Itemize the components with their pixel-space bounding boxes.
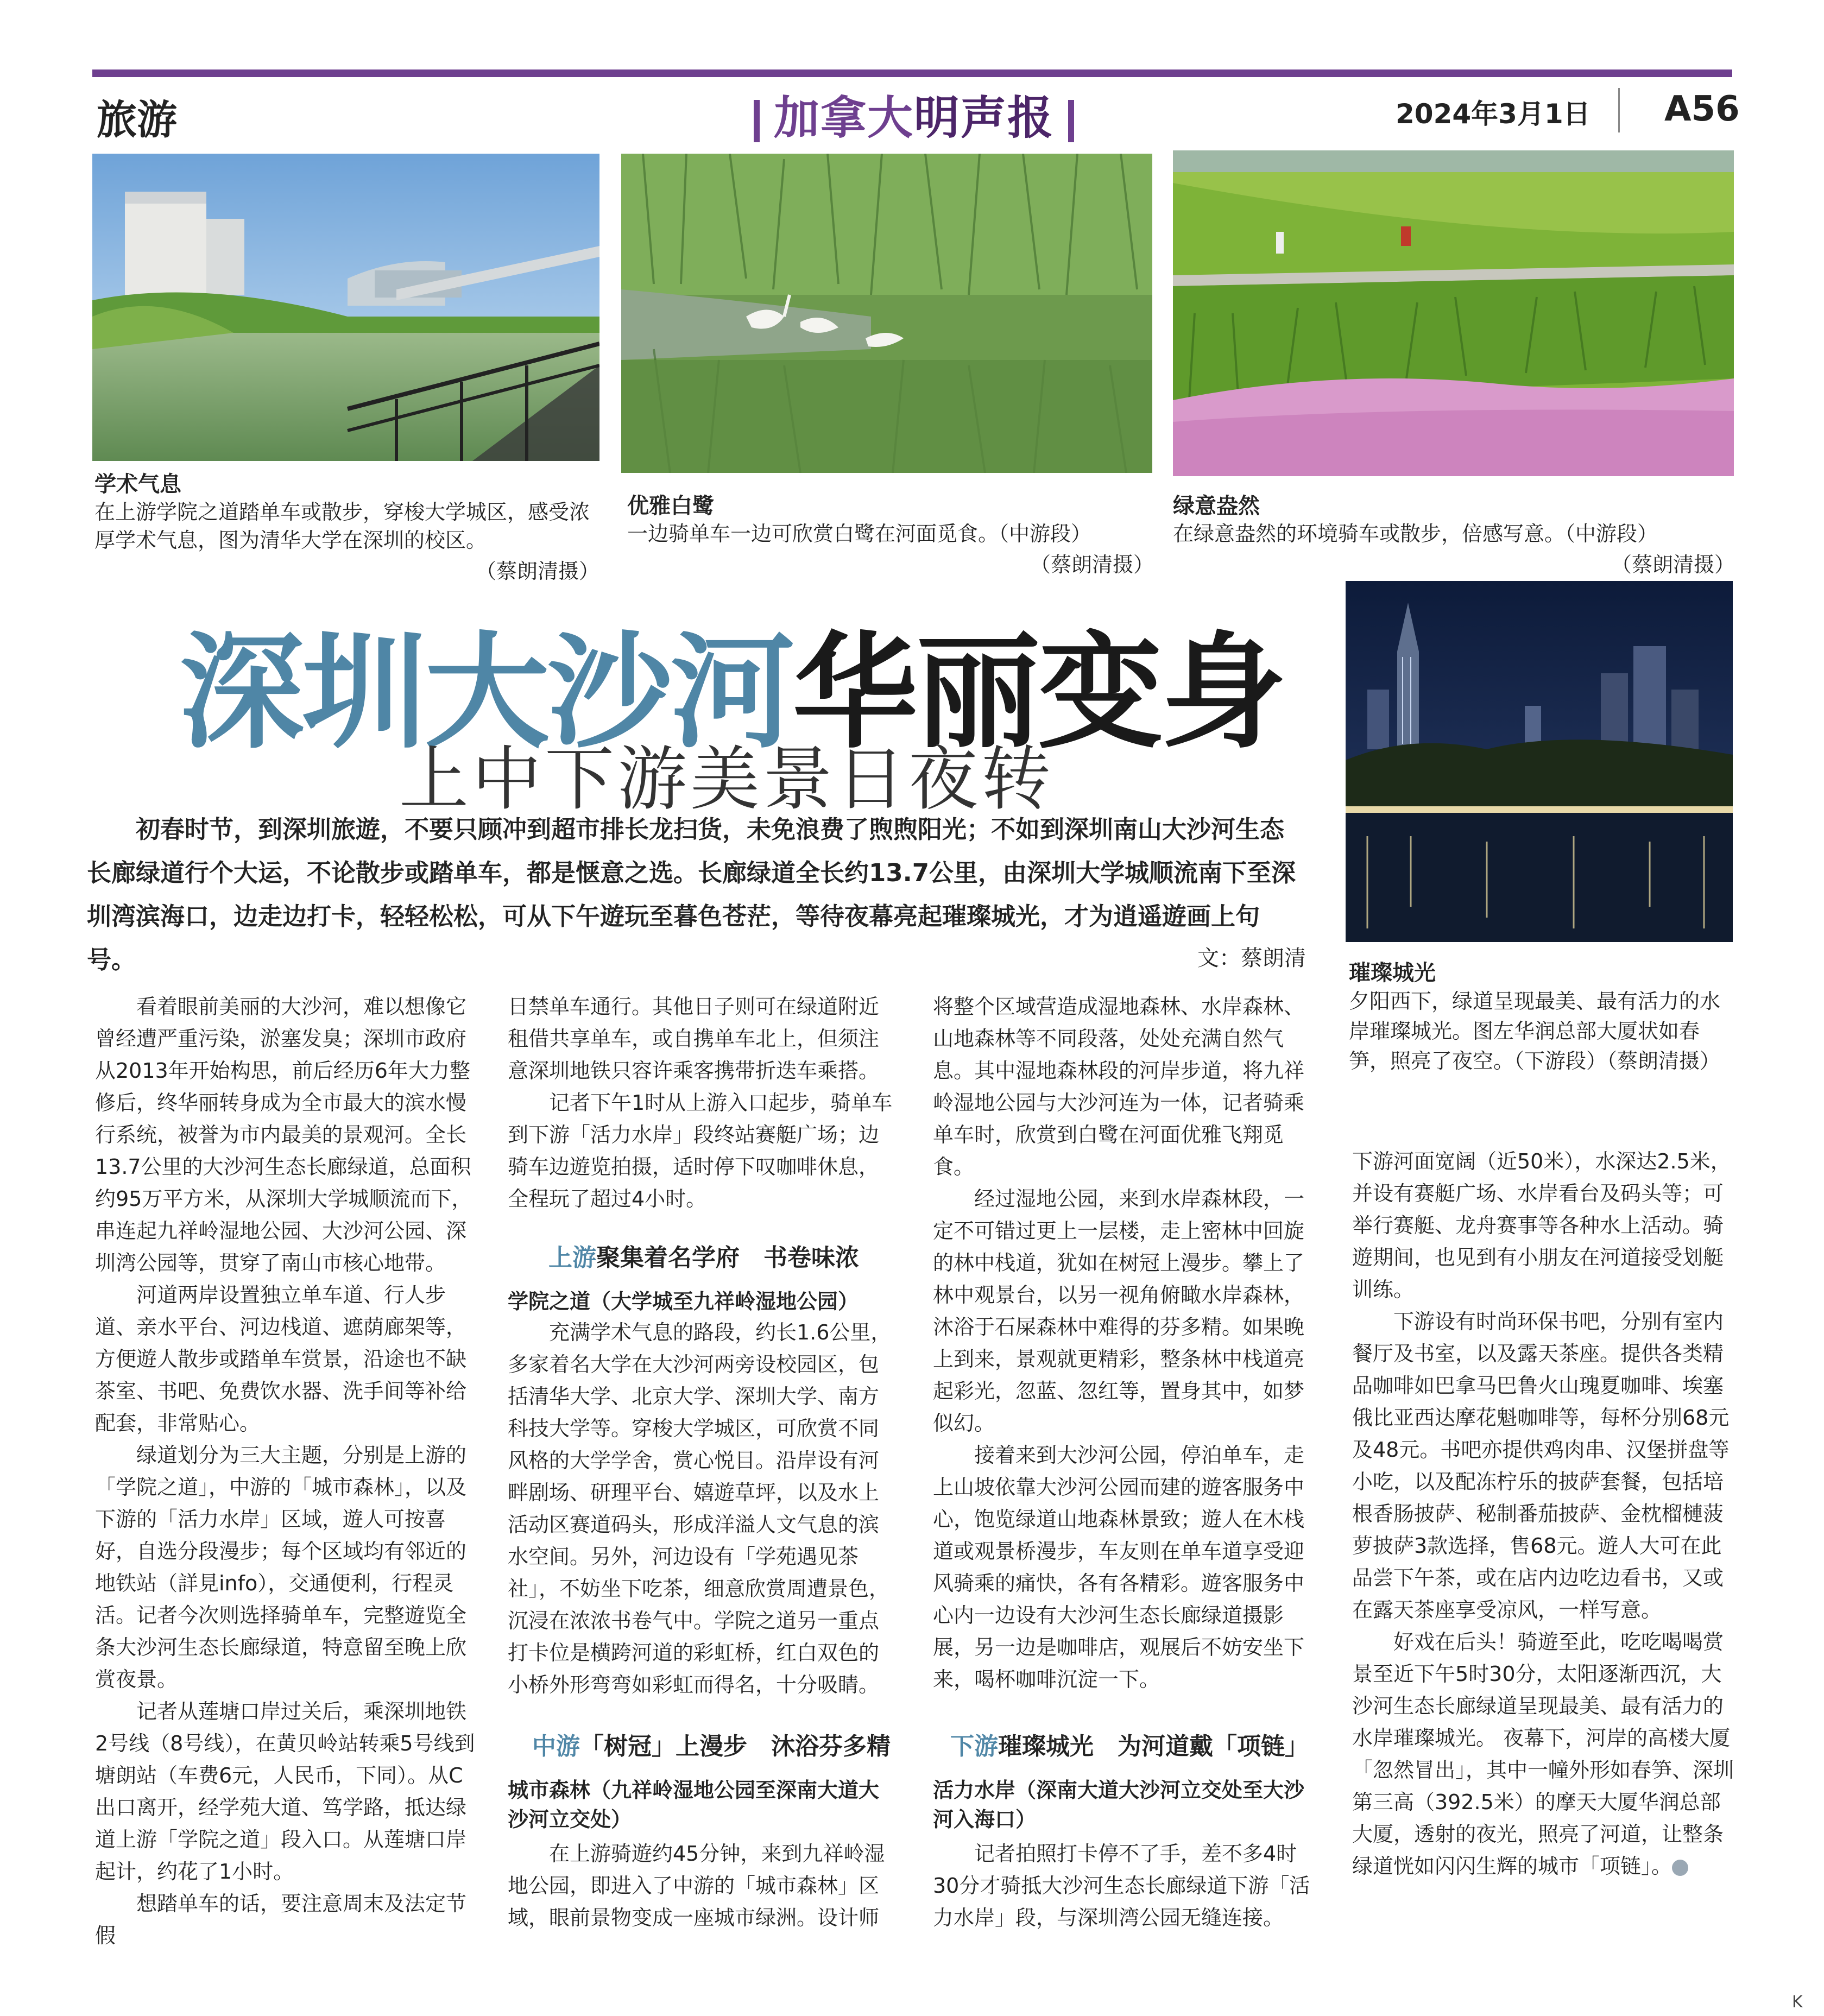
paragraph: 充满学术气息的路段，约长1.6公里，多家着名大学在大沙河两旁设校园区，包括清华大学、北京大学、深圳大学、南方科技大学等。穿梭大学城区，可欣赏不同风格的大学学舍，赏心悦目。沿岸设有河畔剧场、研理平台、嬉遊草坪，以及水上活动区赛道码头，形成洋溢人文气息的滨水空间。另外，河边设有「学苑遇见茶社」，不妨坐下吃茶，细意欣赏周遭景色，沉浸在浓浓书卷气中。学院之道另一重点打卡位是横跨河道的彩虹桥，红白双色的小桥外形弯弯如彩虹而得名，十分吸睛。 (508, 1320, 892, 1697)
masthead-rule (92, 69, 1732, 77)
paragraph: 将整个区域营造成湿地森林、水岸森林、山地森林等不同段落，处处充满自然气息。其中湿地森林段的河岸步道，将九祥岭湿地公园与大沙河连为一体，记者骑乘单车时，欣赏到白鹭在河面优雅飞翔觅食。 (933, 995, 1305, 1179)
paragraph (1352, 1626, 1735, 1882)
byline: 文：蔡朗清 (1197, 946, 1306, 971)
caption-credit: （蔡朗清摄） (1030, 553, 1154, 577)
paragraph: 记者拍照打卡停不了手，差不多4时30分才骑抵大沙河生态长廊绿道下游「活力水岸」段，与深圳湾公园无缝连接。 (933, 1842, 1310, 1930)
body-column-4 (1352, 1146, 1735, 1882)
masthead-right-text: 明声报 (914, 91, 1055, 144)
caption-text: 在绿意盎然的环境骑车或散步，倍感写意。（中游段） (1173, 522, 1658, 546)
photo-night-skyline (1346, 581, 1733, 942)
photo-egrets (621, 154, 1152, 473)
paragraph: 下游河面宽阔（近50米），水深达2.5米，并设有赛艇广场、水岸看台及码头等；可举行赛艇、龙舟赛事等各种水上活动。骑遊期间，也见到有小朋友在河道接受划艇训练。 (1352, 1149, 1731, 1301)
masthead-bar-left (754, 100, 760, 142)
newspaper-masthead (740, 81, 1088, 147)
caption-title: 璀璨城光 (1349, 960, 1436, 985)
section-label: 旅游 (97, 97, 177, 143)
subsection-highlight: 中游 (532, 1733, 580, 1760)
paragraph: 接着来到大沙河公园，停泊单车，走上山坡依靠大沙河公园而建的遊客服务中心，饱览绿道山地森林景致；遊人在木栈道或观景桥漫步，车友则在单车道享受迎风骑乘的痛快，各有各精彩。遊客服务中心内一边设有大沙河生态长廊绿道摄影展，另一边是咖啡店，观展后不妨安坐下来，喝杯咖啡沉淀一下。 (933, 1443, 1305, 1691)
caption-title: 绿意盎然 (1173, 494, 1260, 519)
caption-text: 一边骑单车一边可欣赏白鹭在河面觅食。（中游段） (627, 522, 1092, 546)
body-column-3-lower (933, 1838, 1321, 1934)
caption-night-skyline (1349, 956, 1732, 1076)
paragraph: 经过湿地公园，来到水岸森林段，一定不可错过更上一层楼，走上密林中回旋的林中栈道，犹如在树冠上漫步。攀上了林中观景台，以另一视角俯瞰水岸森林，沐浴于石屎森林中难得的芬多精。如果晚上到来，景观就更精彩，整条林中栈道亮起彩光，忽蓝、忽红等，置身其中，如梦似幻。 (933, 1187, 1305, 1435)
end-mark-icon (1672, 1860, 1688, 1876)
subsection-route: 城市森林（九祥岭湿地公园至深南大道大沙河立交处） (508, 1778, 880, 1831)
paragraph: 河道两岸设置独立单车道、行人步道、亲水平台、河边栈道、遮荫廊架等，方便遊人散步或踏单车赏景，沿途也不缺茶室、书吧、免费饮水器、洗手间等补给配套，非常贴心。 (95, 1283, 467, 1435)
caption-credit: （蔡朗清摄） (1611, 553, 1735, 577)
subsection-heading-upper (548, 1238, 859, 1273)
header-divider (1618, 88, 1620, 132)
subsection-highlight: 上游 (548, 1244, 596, 1272)
body-column-3 (933, 991, 1321, 1696)
subheadline: 上中下游美景日夜转 (399, 739, 1055, 820)
caption-text: 夕阳西下，绿道呈现最美、最有活力的水岸璀璨城光。图左华润总部大厦状如春笋，照亮了夜空。（下游段）（蔡朗清摄） (1349, 989, 1721, 1073)
masthead-left-text: 加拿大 (774, 91, 914, 144)
subsection-route: 活力水岸（深南大道大沙河立交处至大沙河入海口） (933, 1778, 1305, 1831)
caption-title: 优雅白鹭 (627, 494, 714, 519)
caption-egrets (627, 489, 1154, 578)
caption-greenery (1173, 489, 1735, 578)
headline-part1: 深圳大沙河 (179, 619, 793, 766)
photo-greenery (1173, 150, 1734, 476)
paragraph: 在上游骑遊约45分钟，来到九祥岭湿地公园，即进入了中游的「城市森林」区域，眼前景物变成一座城市绿洲。设计师 (508, 1842, 885, 1930)
body-column-2-middle (508, 1838, 896, 1934)
paragraph: 记者从莲塘口岸过关后，乘深圳地铁2号线（8号线），在黄贝岭站转乘5号线到塘朗站（车费6元，人民币，下同）。从C出口离开，经学苑大道、笃学路，抵达绿道上游「学院之道」段入口。从莲塘口岸起计，约花了1小时。 (95, 1699, 475, 1884)
subsection-title: 璀璨城光 为河道戴「项链」 (998, 1733, 1309, 1760)
paragraph: 记者下午1时从上游入口起步，骑单车到下游「活力水岸」段终站赛艇广场；边骑车边遊览拍摄，适时停下叹咖啡休息，全程玩了超过4小时。 (508, 1091, 893, 1211)
subsection-highlight: 下游 (950, 1733, 998, 1760)
issue-date: 2024年3月1日 (1396, 98, 1591, 130)
subsection-heading-middle (532, 1727, 891, 1761)
lead-paragraph: 初春时节，到深圳旅遊，不要只顾冲到超市排长龙扫货，未免浪费了煦煦阳光；不如到深圳南山大沙河生态长廊绿道行个大运，不论散步或踏单车，都是惬意之选。长廊绿道全长约13.7公里，由深圳大学城顺流南下至深圳湾滨海口，边走边打卡，轻轻松松，可从下午遊玩至暮色苍茫，等待夜幕亮起璀璨城光，才为逍遥遊画上句号。 (87, 815, 1296, 974)
paragraph: 下游设有时尚环保书吧，分别有室内餐厅及书室，以及露天茶座。提供各类精品咖啡如巴拿马巴鲁火山瑰夏咖啡、埃塞俄比亚西达摩花魁咖啡等，每杯分别68元及48元。书吧亦提供鸡肉串、汉堡拼盘等小吃，以及配冻柠乐的披萨套餐，包括培根香肠披萨、秘制番茄披萨、金枕榴槤菠萝披萨3款选择，售68元。遊人大可在此品尝下午茶，或在店内边吃边看书，又或在露天茶座享受凉风，一样写意。 (1352, 1310, 1730, 1622)
headline-part2: 华丽变身 (793, 619, 1284, 766)
footer-mark: K (1792, 1993, 1803, 2012)
caption-text: 在上游学院之道踏单车或散步，穿梭大学城区，感受浓厚学术气息，图为清华大学在深圳的校区。 (94, 500, 590, 552)
subsection-title: 聚集着名学府 书卷味浓 (596, 1244, 859, 1272)
caption-credit: （蔡朗清摄） (475, 559, 599, 583)
subsection-heading-lower (950, 1727, 1309, 1761)
page-number: A56 (1664, 89, 1740, 129)
masthead-bar-right (1068, 100, 1074, 142)
caption-campus (94, 467, 599, 584)
body-column-2-upper (508, 1317, 896, 1701)
body-column-1 (95, 991, 475, 1952)
paragraph: 日禁单车通行。其他日子则可在绿道附近租借共享单车，或自携单车北上，但须注意深圳地铁只容许乘客携带折迭车乘搭。 (508, 995, 880, 1083)
photo-campus (92, 154, 599, 461)
paragraph: 绿道划分为三大主题，分别是上游的「学院之道」，中游的「城市森林」，以及下游的「活力水岸」区域，遊人可按喜好，自选分段漫步；每个区域均有邻近的地铁站（詳見info），交通便利，行程灵活。记者今次则选择骑单车，完整遊览全条大沙河生态长廊绿道，特意留至晚上欣赏夜景。 (95, 1443, 467, 1691)
body-column-2 (508, 991, 896, 1215)
paragraph: 看着眼前美丽的大沙河，难以想像它曾经遭严重污染，淤塞发臭；深圳市政府从2013年开始构思，前后经历6年大力整修后，终华丽转身成为全市最大的滨水慢行系统，被誉为市内最美的景观河。全长13.7公里的大沙河生态长廊绿道，总面积约95万平方米，从深圳大学城顺流而下，串连起九祥岭湿地公园、大沙河公园、深圳湾公园等，贯穿了南山市核心地带。 (95, 995, 472, 1275)
subsection-route: 学院之道（大学城至九祥岭湿地公园） (508, 1290, 859, 1313)
paragraph-text: 好戏在后头！骑遊至此，吃吃喝喝赏景至近下午5时30分，太阳逐渐西沉，大沙河生态长廊绿道呈现最美、最有活力的水岸璀璨城光。 夜幕下，河岸的高楼大厦「忽然冒出」，其中一幢外形如春笋、深圳第三高（392.5米）的摩天大厦华润总部大厦，透射的夜光，照亮了河道，让整条绿道恍如闪闪生辉的城市「项链」。 (1352, 1630, 1734, 1878)
caption-title: 学术气息 (94, 472, 181, 497)
subsection-title: 「树冠」上漫步 沐浴芬多精 (580, 1733, 891, 1760)
paragraph: 想踏单车的话，要注意周末及法定节假 (95, 1892, 467, 1948)
